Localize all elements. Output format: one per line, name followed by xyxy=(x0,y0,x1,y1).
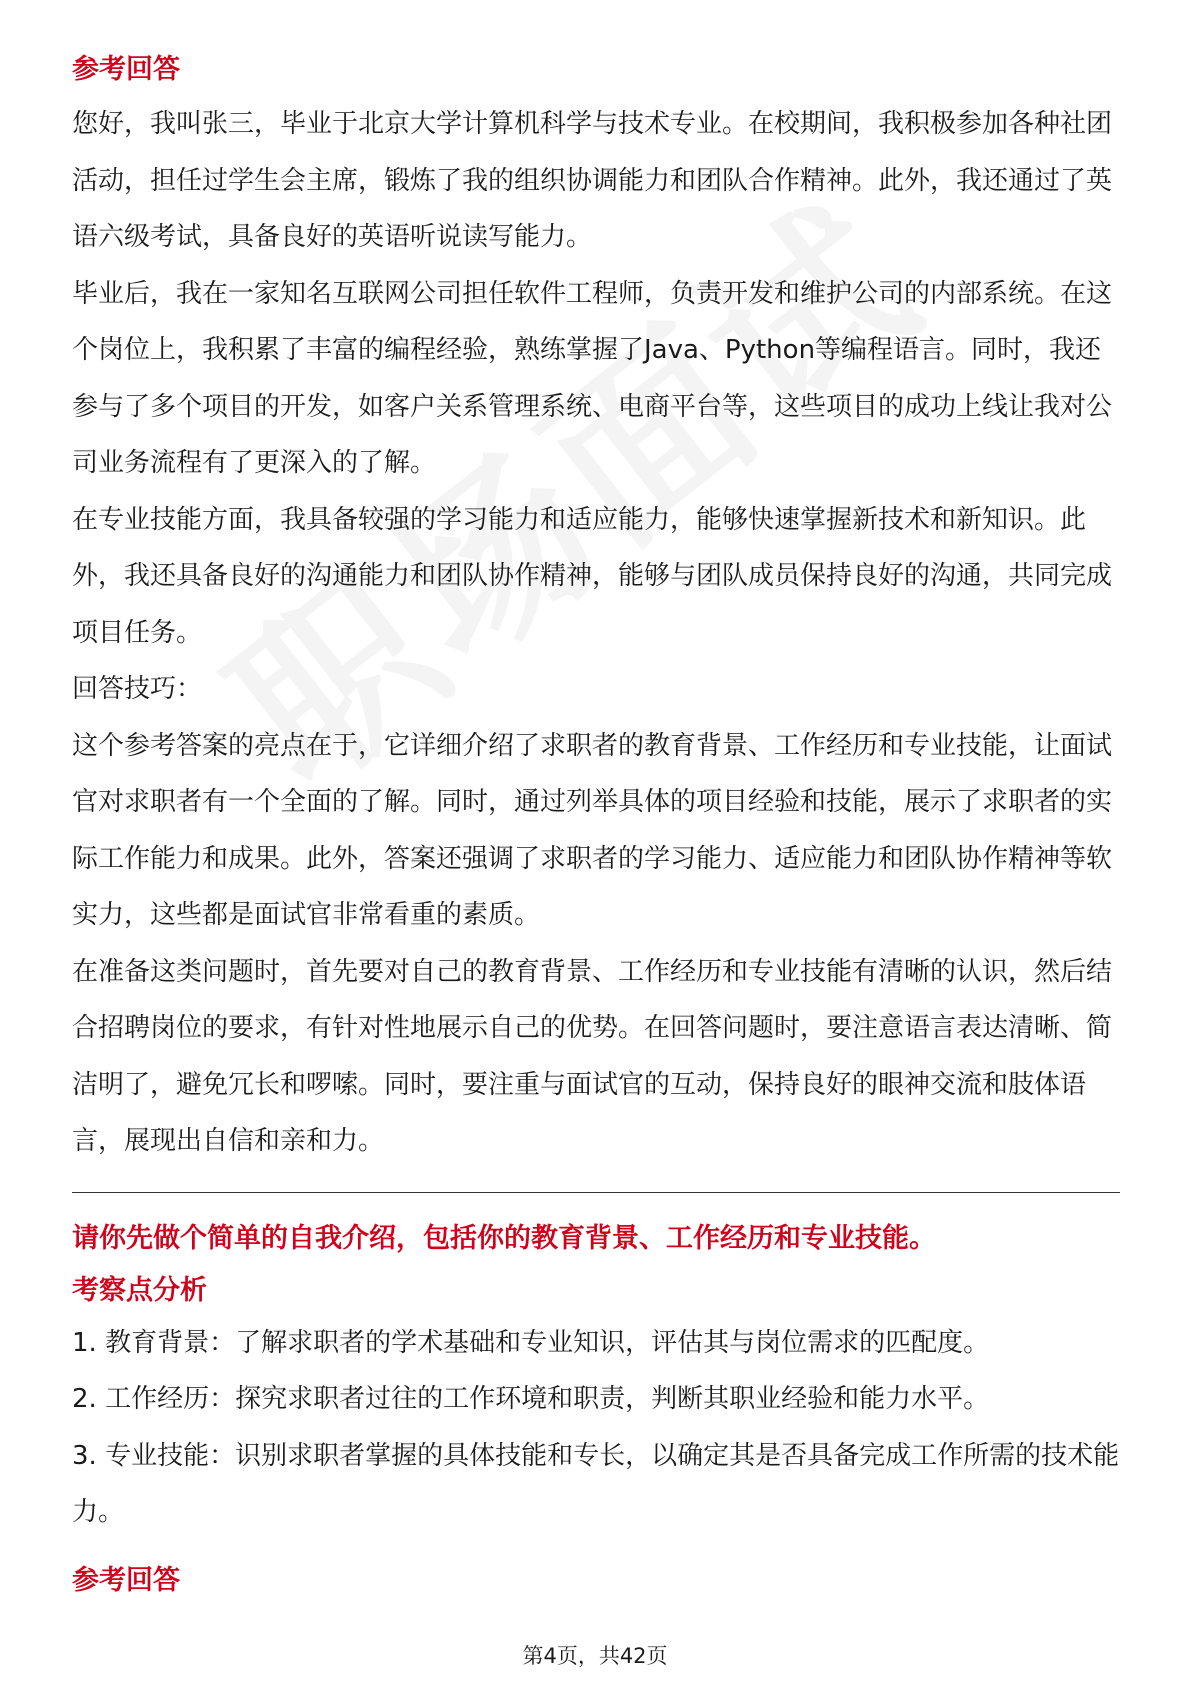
reference-answer-heading-2: 参考回答 xyxy=(72,1564,180,1596)
answer-paragraph: 毕业后，我在一家知名互联网公司担任软件工程师，负责开发和维护公司的内部系统。在这个岗位上，我积累了丰富的编程经验，熟练掌握了Java、Python等编程语言。同时，我还参与了多个项目的开发，如客户关系管理系统、电商平台等，这些项目的成功上线让我对公司业务流程有了更深入的了解。 xyxy=(72,278,1113,478)
page-number: 第4页，共42页 xyxy=(522,1644,668,1668)
answer-tips-label: 回答技巧： xyxy=(72,674,203,704)
answer-paragraph: 在准备这类问题时，首先要对自己的教育背景、工作经历和专业技能有清晰的认识，然后结合招聘岗位的要求，有针对性地展示自己的优势。在回答问题时，要注意语言表达清晰、简洁明了，避免冗长和啰嗦。同时，要注重与面试官的互动，保持良好的眼神交流和肢体语言，展现出自信和亲和力。 xyxy=(72,956,1113,1156)
answer-paragraph: 这个参考答案的亮点在于，它详细介绍了求职者的教育背景、工作经历和专业技能，让面试官对求职者有一个全面的了解。同时，通过列举具体的项目经验和技能，展示了求职者的实际工作能力和成果。此外，答案还强调了求职者的学习能力、适应能力和团队协作精神等软实力，这些都是面试官非常看重的素质。 xyxy=(72,730,1113,930)
interview-question: 请你先做个简单的自我介绍，包括你的教育背景、工作经历和专业技能。 xyxy=(72,1222,936,1254)
page-content xyxy=(72,50,1120,1607)
analysis-point: 2. 工作经历：探究求职者过往的工作环境和职责，判断其职业经验和能力水平。 xyxy=(72,1384,990,1414)
reference-answer-heading: 参考回答 xyxy=(72,54,180,85)
analysis-point: 1. 教育背景：了解求职者的学术基础和专业知识，评估其与岗位需求的匹配度。 xyxy=(72,1327,990,1358)
analysis-point: 3. 专业技能：识别求职者掌握的具体技能和专长，以确定其是否具备完成工作所需的技术能力。 xyxy=(72,1440,1120,1527)
section-divider xyxy=(72,1192,1120,1193)
answer-paragraph: 您好，我叫张三，毕业于北京大学计算机科学与技术专业。在校期间，我积极参加各种社团活动，担任过学生会主席，锻炼了我的组织协调能力和团队合作精神。此外，我还通过了英语六级考试，具备良好的英语听说读写能力。 xyxy=(72,109,1113,252)
analysis-point-list xyxy=(72,1315,1120,1541)
answer-paragraph: 在专业技能方面，我具备较强的学习能力和适应能力，能够快速掌握新技术和新知识。此外，我还具备良好的沟通能力和团队协作精神，能够与团队成员保持良好的沟通，共同完成项目任务。 xyxy=(72,504,1113,648)
analysis-heading: 考察点分析 xyxy=(72,1274,207,1306)
